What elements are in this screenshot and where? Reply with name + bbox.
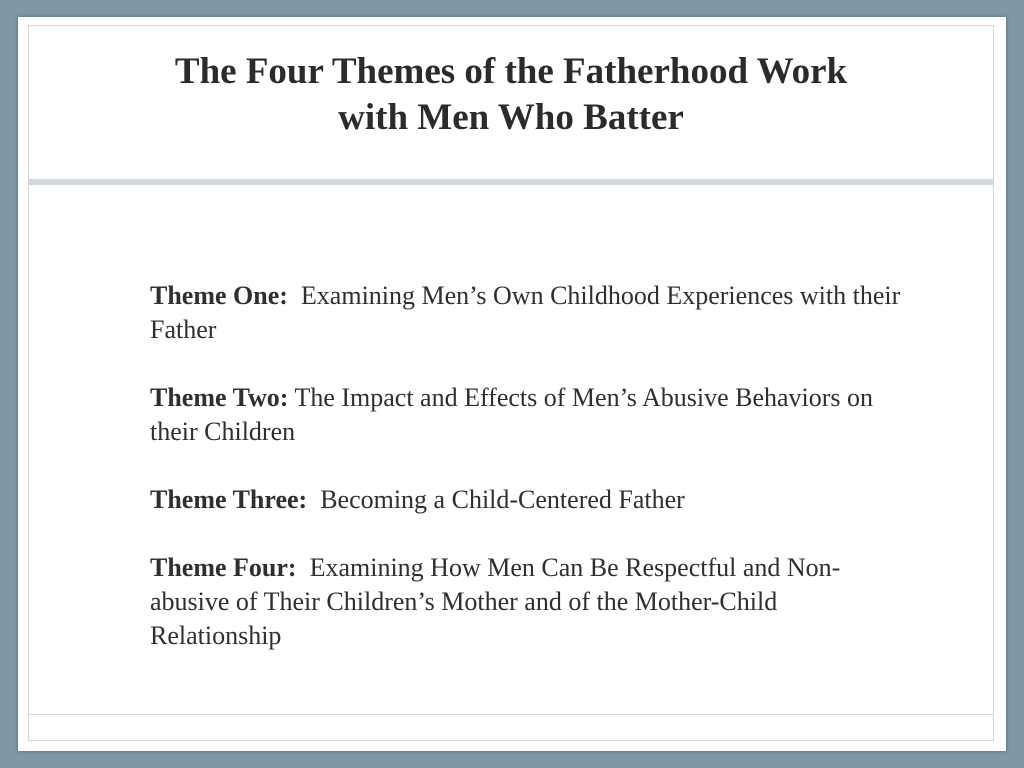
theme-label: Theme One: (150, 281, 288, 310)
title-divider (28, 179, 994, 185)
theme-text: Examining How Men Can Be Respectful and Non-abusive of Their Children’s Mother and of the Mother-Child Relationship (150, 553, 841, 650)
theme-two (150, 381, 910, 449)
theme-label: Theme Two: (150, 383, 289, 412)
slide (18, 17, 1006, 751)
theme-text: Examining Men’s Own Childhood Experiences with their Father (150, 281, 901, 344)
slide-title-line-2: with Men Who Batter (338, 96, 684, 138)
slide-title-line-1: The Four Themes of the Fatherhood Work (174, 50, 848, 92)
slide-title (175, 49, 847, 141)
theme-one (150, 279, 910, 347)
theme-four (150, 551, 910, 653)
theme-three (150, 483, 910, 517)
theme-text: Becoming a Child-Centered Father (320, 485, 685, 514)
theme-label: Theme Three: (150, 485, 308, 514)
theme-text: The Impact and Effects of Men’s Abusive Behaviors on their Children (150, 383, 874, 446)
title-area (28, 25, 994, 180)
theme-label: Theme Four: (150, 553, 297, 582)
footer-divider (28, 714, 994, 715)
themes-list (150, 279, 910, 653)
